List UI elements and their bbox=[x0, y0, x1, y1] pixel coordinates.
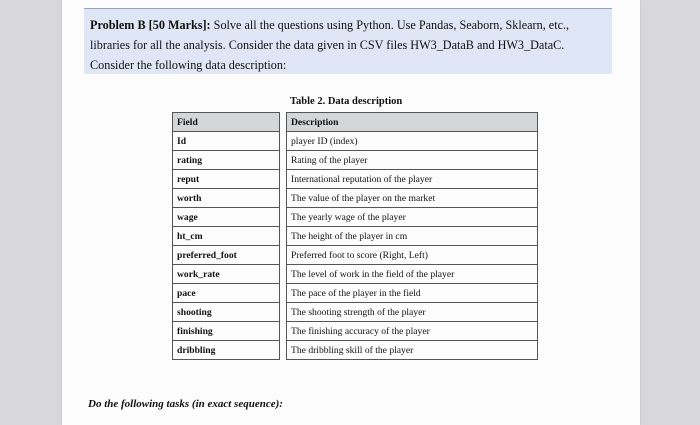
description-cell: player ID (index) bbox=[287, 132, 538, 151]
table-row bbox=[173, 189, 538, 208]
problem-line-1-text: Solve all the questions using Python. Use Pandas, Seaborn, Sklearn, etc., bbox=[210, 18, 570, 32]
column-gap bbox=[280, 265, 287, 284]
description-cell: International reputation of the player bbox=[287, 170, 538, 189]
description-cell: The dribbling skill of the player bbox=[287, 341, 538, 360]
description-cell: The pace of the player in the field bbox=[287, 284, 538, 303]
field-cell: rating bbox=[173, 151, 280, 170]
column-gap bbox=[280, 246, 287, 265]
column-gap bbox=[280, 322, 287, 341]
table-row bbox=[173, 284, 538, 303]
table-row bbox=[173, 170, 538, 189]
column-gap bbox=[280, 341, 287, 360]
description-cell: The value of the player on the market bbox=[287, 189, 538, 208]
header-description: Description bbox=[287, 113, 538, 132]
field-cell: ht_cm bbox=[173, 227, 280, 246]
column-gap bbox=[280, 113, 287, 132]
column-gap bbox=[280, 284, 287, 303]
field-cell: worth bbox=[173, 189, 280, 208]
description-cell: Preferred foot to score (Right, Left) bbox=[287, 246, 538, 265]
field-cell: preferred_foot bbox=[173, 246, 280, 265]
field-cell: wage bbox=[173, 208, 280, 227]
description-cell: Rating of the player bbox=[287, 151, 538, 170]
problem-line-3: Consider the following data description: bbox=[90, 58, 287, 72]
table-row bbox=[173, 151, 538, 170]
table-row bbox=[173, 265, 538, 284]
problem-heading: Problem B [50 Marks]: bbox=[90, 18, 211, 32]
table-row bbox=[173, 208, 538, 227]
problem-statement bbox=[84, 8, 612, 74]
description-cell: The level of work in the field of the player bbox=[287, 265, 538, 284]
header-field: Field bbox=[173, 113, 280, 132]
column-gap bbox=[280, 189, 287, 208]
table-row bbox=[173, 322, 538, 341]
problem-line-1 bbox=[90, 15, 606, 35]
column-gap bbox=[280, 227, 287, 246]
field-cell: shooting bbox=[173, 303, 280, 322]
document-page bbox=[62, 0, 640, 425]
column-gap bbox=[280, 170, 287, 189]
table-row bbox=[173, 246, 538, 265]
table-row bbox=[173, 303, 538, 322]
column-gap bbox=[280, 303, 287, 322]
data-description-table bbox=[172, 112, 538, 360]
description-cell: The shooting strength of the player bbox=[287, 303, 538, 322]
description-cell: The finishing accuracy of the player bbox=[287, 322, 538, 341]
column-gap bbox=[280, 208, 287, 227]
problem-line-2: libraries for all the analysis. Consider the data given in CSV files HW3_DataB and HW3_DataC. bbox=[90, 38, 565, 52]
table-row bbox=[173, 132, 538, 151]
field-cell: finishing bbox=[173, 322, 280, 341]
table-row bbox=[173, 341, 538, 360]
table-header-row bbox=[173, 113, 538, 132]
table-caption: Table 2. Data description bbox=[290, 96, 403, 107]
column-gap bbox=[280, 151, 287, 170]
field-cell: reput bbox=[173, 170, 280, 189]
field-cell: work_rate bbox=[173, 265, 280, 284]
field-cell: pace bbox=[173, 284, 280, 303]
field-cell: dribbling bbox=[173, 341, 280, 360]
field-cell: Id bbox=[173, 132, 280, 151]
description-cell: The yearly wage of the player bbox=[287, 208, 538, 227]
column-gap bbox=[280, 132, 287, 151]
description-cell: The height of the player in cm bbox=[287, 227, 538, 246]
tasks-heading: Do the following tasks (in exact sequence): bbox=[88, 398, 283, 410]
table-row bbox=[173, 227, 538, 246]
